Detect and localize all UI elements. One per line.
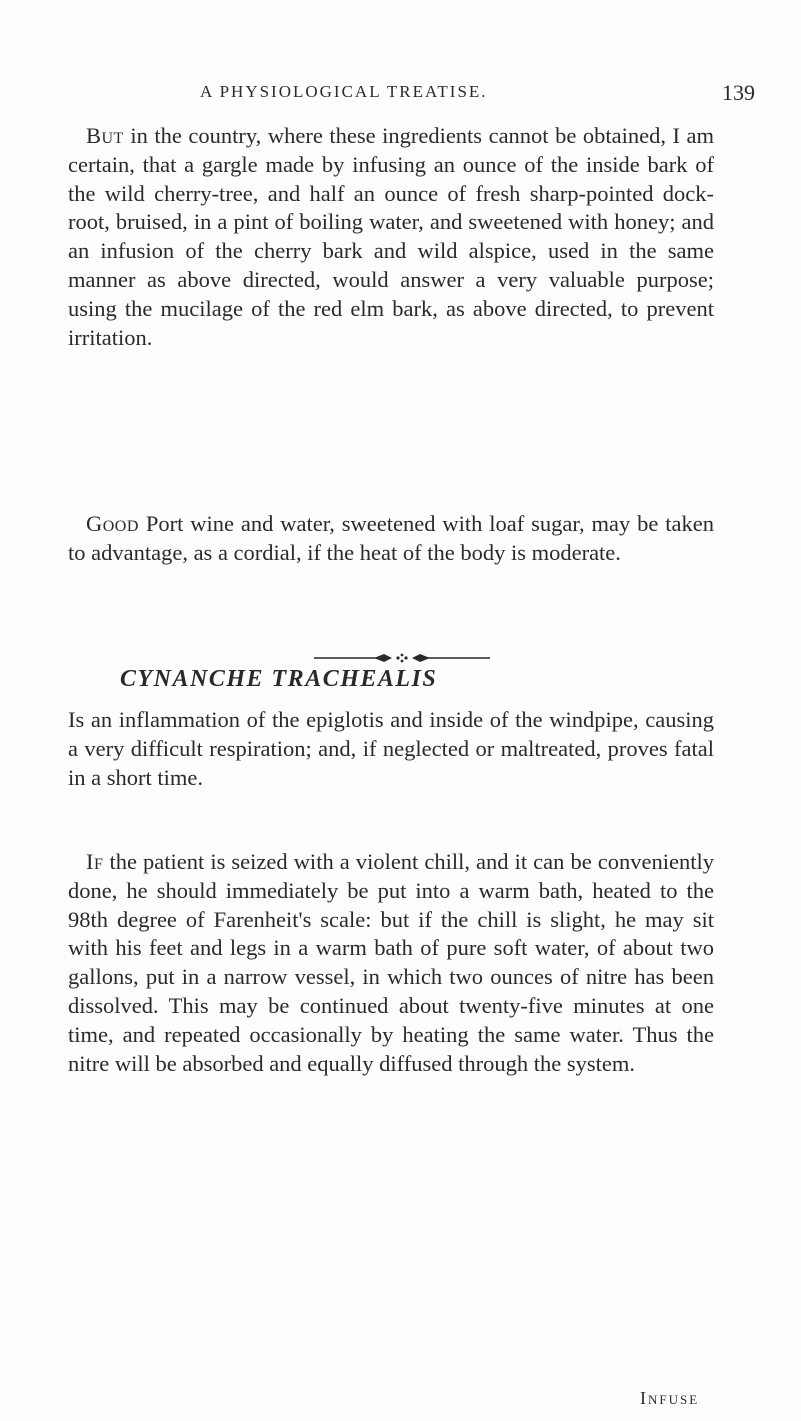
paragraph-text: in the country, where these ingredients cannot be obtained, I am certain, that a gargle made by infusing an ounce of the inside bark of the wild cherry-tree, and half an ounce of fresh sharp-pointed dock-root, bruised, in a pint of boiling water, and sweetened with honey; and an infusion of the cherry bark and wild alspice, used in the same manner as above directed, would answer a very valuable purpose; using the mucilage of the red elm bark, as above directed, to prevent irritation. — [68, 123, 714, 350]
paragraph-text: Is an inflammation of the epiglotis and inside of the windpipe, causing a very difficult respiration; and, if neglected or maltreated, proves fatal in a short time. — [68, 707, 714, 790]
catchword: Infuse — [640, 1388, 700, 1408]
paragraph-warm-bath — [68, 848, 714, 1078]
paragraph-text: the patient is seized with a violent chill, and it can be conveniently done, he should immediately be put into a warm bath, heated to the 98th degree of Farenheit's scale: but if the chill is slight, he may sit with his feet and legs in a warm bath of pure soft water, of about two gallons, put in a narrow vessel, in which two ounces of nitre has been dissolved. This may be continued about twenty-five minutes at one time, and repeated occasionally by heating the same water. Thus the nitre will be absorbed and equally diffused through the system. — [68, 849, 714, 1076]
paragraph-country-gargle — [68, 122, 714, 352]
paragraph-lead-word: If — [86, 849, 104, 874]
section-divider-ornament — [312, 651, 492, 665]
page-number: 139 — [722, 80, 755, 105]
paragraph-lead-word: But — [86, 123, 124, 148]
paragraph-definition — [68, 706, 714, 792]
running-head — [0, 80, 801, 110]
paragraph-text: Port wine and water, sweetened with loaf sugar, may be taken to advantage, as a cordial, if the heat of the body is moderate. — [68, 511, 714, 565]
paragraph-port-wine — [68, 510, 714, 568]
paragraph-lead-word: Good — [86, 511, 139, 536]
section-heading: CYNANCHE TRACHEALIS — [120, 666, 438, 692]
running-title: A PHYSIOLOGICAL TREATISE. — [200, 82, 488, 101]
